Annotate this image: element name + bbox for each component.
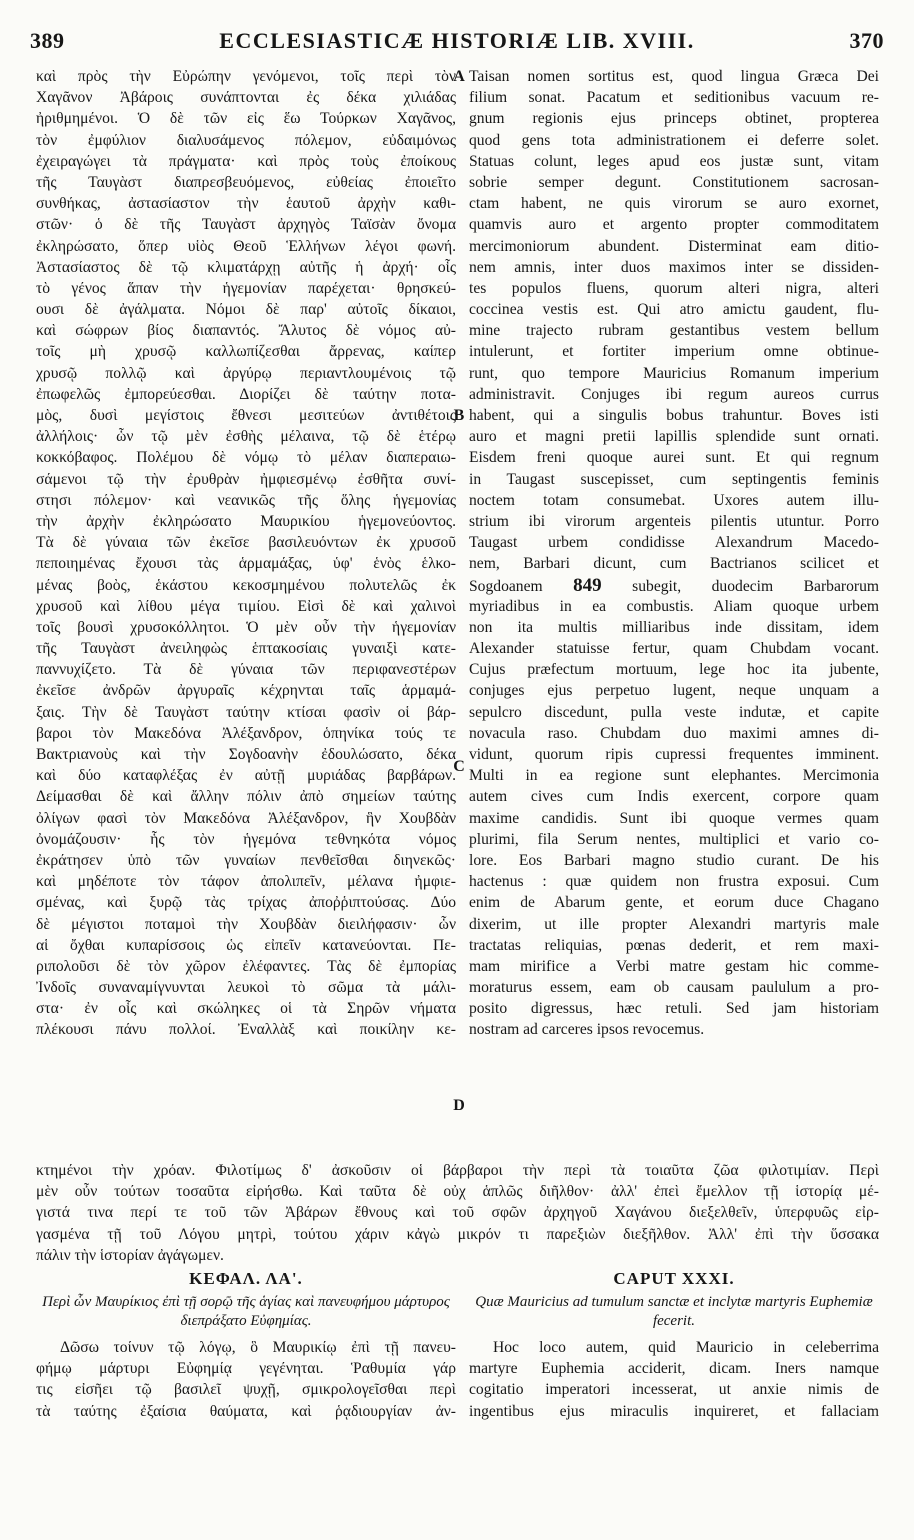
margin-marker-c: C (453, 758, 465, 775)
greek-text-line: πεποιημένας ἔχουσι τὰς ἁρμαμάξας, ὑφ' ἑνὸς ἑλκο- (36, 555, 456, 573)
margin-marker-d: D (453, 1097, 465, 1114)
latin-text-line: lore. Eos Barbari magno studio curant. De his (469, 851, 879, 869)
latin-text-line: hactenus : quæ quidem non frustra exposui. Cum (469, 873, 879, 891)
latin-text-line: Eisdem freni quoque aurei sunt. Et qui regnum (469, 449, 879, 467)
chapter-greek-subtitle: Περὶ ὧν Μαυρίκιος ἐπὶ τῇ σορῷ τῆς ἁγίας καὶ πανευφήμου μάρτυρος διεπράξατο Εὐφημίας. (42, 1294, 450, 1329)
greek-text-line: τῆς Ταυγὰστ διαπρεσβευόμενος, εὐθείας ἐποιεῖτο (36, 173, 456, 191)
greek-text-line: τὸ γένος ἅπαν τὴν ἡγεμονίαν παρέχεται· θρησκεύ- (36, 279, 456, 297)
latin-text-line: Statuas colunt, leges apud eos justæ sunt, vitam (469, 152, 879, 170)
greek-text-line: στῶν· ὁ δὲ τῆς Ταυγὰστ ἀρχηγὸς Ταϊσὰν ὄνομα (36, 216, 456, 234)
greek-text-line: Ἀστασίαστος δὲ τῷ κλιματάρχῃ αὐτῆς ἡ ἀρχή· οἷς (36, 258, 456, 276)
latin-text-line: administravit. Conjuges ibi regum aureos currus (469, 385, 879, 403)
chapter-greek-line: τὰ ταύτης ἐξαίσια θαύματα, καὶ ῥᾳδιουργίαν ἀν- (36, 1402, 456, 1420)
greek-text-line: χρυσοῦ καὶ λίθου μέγα τιμίου. Εἰσὶ δὲ καὶ χαλινοὶ (36, 597, 456, 615)
latin-text-line: habent, qui a singulis bobus trahuntur. Boves isti (469, 407, 879, 424)
greek-text-line: μὸς, δυσὶ μεγίστοις ἔθνεσι μεσιτεύων ἀντιθέτοις (36, 407, 456, 424)
running-title: ECCLESIASTICÆ HISTORIÆ LIB. XVIII. (219, 28, 695, 53)
greek-text-line: ἠριθμημένοι. Ὁ δὲ τῶν εἰς ἕω Τούρκων Χαγᾶνος, (36, 110, 456, 128)
chapter-greek-line: φήμῳ μάρτυρι Εὐφημίᾳ γεγένηται. Ῥαθυμία γάρ (36, 1360, 456, 1378)
greek-text-line: καὶ πρὸς τὴν Εὐρώπην γενόμενοι, τοῖς περὶ τὸν (36, 68, 456, 85)
full-text-line: γιστά τινα περί τε τοῦ τῶν Ἀβάρων ἔθνους καὶ τοῦ σφῶν ἀρχηγοῦ Χαγάνου διεξελθεῖν, ὑπερφυῶς εἰρ- (36, 1204, 879, 1222)
greek-text-line: ἐκεῖσε ἀνδρῶν ἀργυραῖς κέχρηνται ταῖς ἁρμαμά- (36, 682, 456, 700)
latin-text-line: nostram ad carceres ipsos revocemus. (469, 1021, 705, 1039)
greek-text-line: καὶ μηδέποτε τὸν τάφον ἀπολιπεῖν, μέλανα ἠμφιε- (36, 873, 456, 891)
chapter-latin-line: Hoc loco autem, quid Mauricio in celeberrima (493, 1339, 879, 1356)
greek-text-line: ἀλλήλοις· ὧν τῷ μὲν ἐσθὴς μέλαινα, τῷ δὲ ἑτέρῳ (36, 428, 456, 446)
greek-text-line: καὶ δύο καταφλέξας ἐν αὐτῇ μυριάδας βαρβάρων. (36, 767, 456, 785)
greek-text-line: ουσι δὲ ἀγάλματα. Νόμοι δὲ παρ' αὐτοῖς δίκαιοι, (36, 301, 456, 319)
latin-text-line: enim de Abarum gente, et eorum duce Chagano (469, 894, 879, 912)
greek-text-line: τοῖς μὴ χρυσῷ καλλωπίζεσθαι ἄρρενας, καίπερ (36, 343, 456, 361)
latin-text-line: Sogdoanem 849 subegit, duodecim Barbarorum (469, 574, 879, 596)
greek-text-line: κοκκόβαφος. Πολέμου δὲ νόμῳ τὸ μέλαν διαπεραιω- (36, 449, 456, 467)
latin-text-line: nem, Barbari dicunt, cum Bactrianos scilicet et (469, 555, 879, 573)
latin-column (469, 66, 879, 1041)
latin-text-line: gnum regionis ejus princeps obtinet, propterea (469, 110, 879, 128)
latin-text-line: quod gens tota administrationem ei deferre solet. (469, 131, 879, 149)
greek-text-line: μένας βοὸς, ἑκάστου κεκοσμημένου πολυτελῶς ἐκ (36, 576, 456, 594)
greek-text-line: Τὰ δὲ γύναια τῶν ἐκεῖσε βασιλευόντων ἐκ χρυσοῦ (36, 534, 456, 552)
latin-text-line: auro et magni pretii lapillis splendide sunt ornati. (469, 428, 879, 446)
latin-text-line: ctam habent, ne quis virorum se auro exornet, (469, 195, 879, 213)
greek-text-line: Χαγᾶνον Ἀβάροις συνάπτονται ἐς δέκα χιλιάδας (36, 89, 456, 107)
greek-text-line: πλέκουσι πάνυ πολλοί. Ἐναλλὰξ καὶ ποικίλην κε- (36, 1021, 456, 1039)
latin-text-line: non ita multis milliaribus inde dissitam, idem (469, 618, 879, 636)
latin-text-line: Alexander statuisse fertur, quam Chubdam vocant. (469, 640, 879, 658)
chapter-greek-text (36, 1337, 456, 1422)
latin-text-line: in Taugast suscepisset, cum septingentis feminis (469, 470, 879, 488)
latin-text-line: Taugast urbem condidisse Alexandrum Macedo- (469, 534, 879, 552)
chapter-latin-line: cogitatio imperatori incesserat, ut anxie nimis de (469, 1381, 879, 1399)
greek-text-line: χρυσῷ πολλῷ καὶ ἀργύρῳ περιαντλουμένοις τῷ (36, 364, 456, 382)
latin-text-line: nem amnis, inter duos maximos inter se dissiden- (469, 258, 879, 276)
latin-text-line: intulerunt, et fortiter imperium omne obtinue- (469, 343, 879, 361)
greek-text-line: σμένας, καὶ ξυρῷ τὰς τρίχας ἀποῤῥιπτούσας. Δύο (36, 894, 456, 912)
greek-text-line: συνθήκας, ἀστασίαστον τὴν ἑαυτοῦ ἀρχὴν καθι- (36, 195, 456, 213)
chapter-latin-line: martyre Euphemia acciderit, dicam. Iners namque (469, 1360, 879, 1378)
greek-text-line: παννυχίζετο. Τὰ δὲ γύναια τῶν περιφανεστέρων (36, 661, 456, 679)
full-text-line: γασμένα τῇ τοῦ Λόγου μητρὶ, τούτου χάριν κἀγὼ μικρόν τι παρεξιὼν διεξῆλθον. Ἀλλ' ἐπὶ τὴν ὕσσακα (36, 1225, 879, 1243)
latin-text-line: mam mirifice a Verbi matre gestam hic comme- (469, 957, 879, 975)
greek-text-line: δὲ μέγιστοι ποταμοὶ τὴν Χουβδὰν διειλήφασιν· ὧν (36, 915, 456, 933)
page-header (30, 22, 884, 62)
margin-marker-a: A (453, 68, 465, 85)
greek-text-line: τοῖς βουσὶ χρυσοκόλλητοι. Ὁ μὲν οὖν τὴν ἡγεμονίαν (36, 618, 456, 636)
chapter-greek-line: τις εἰσῆει τῷ βασιλεῖ ψυχῇ, σμικρολογεῖσθαι περὶ (36, 1381, 456, 1399)
latin-text-line: plurimi, fila Serum nentes, multiplici et vario co- (469, 830, 879, 848)
latin-text-line: strium ibi virorum argenteis pilentis utuntur. Porro (469, 512, 879, 530)
latin-text-line: noctem totam consumebat. Uxores autem illu- (469, 491, 879, 509)
latin-text-line: Cujus præfectum mortuum, lege hoc ita jubente, (469, 661, 879, 679)
chapter-latin-heading: CAPUT XXXI. (613, 1269, 735, 1288)
latin-text-line: novacula raso. Chubdam duo maximi amnes di- (469, 724, 879, 742)
latin-text-line: conjuges ejus perpetuo lugent, neque unquam a (469, 682, 879, 700)
latin-text-line: posito digressus, hæc retuli. Sed jam historiam (469, 1000, 879, 1018)
greek-text-line: στησι πόλεμον· καὶ νεανικῶς τῆς ὅλης ἡγεμονίας (36, 491, 456, 509)
chapter-latin-subtitle: Quæ Mauricius ad tumulum sanctæ et inclytæ martyris Euphemiæ fecerit. (475, 1294, 873, 1329)
full-text-line: μὲν οὖν τούτων τοσαῦτα εἰρήσθω. Καὶ ταῦτα δὲ οὐχ ἁπλῶς διῆλθον· ἀλλ' ἐπεὶ ἔμελλον τῇ ἱστορίᾳ μέ- (36, 1183, 879, 1201)
greek-text-line: τὸν ἐμφύλιον διαλυσάμενος πόλεμον, εὐδαιμόνως (36, 131, 456, 149)
greek-text-line: σάμενοι τῷ τὴν ἐρυθρὰν ἠμφιεσμένῳ ἐσθῆτα συνί- (36, 470, 456, 488)
latin-text-line: Taisan nomen sortitus est, quod lingua Græca Dei (469, 68, 879, 85)
greek-text-line: αἱ ὄχθαι κυπαρίσσοις ὡς εἰπεῖν κατανεύονται. Πε- (36, 936, 456, 954)
greek-text-line: ὀνομάζουσιν· ἧς τὸν ἡγεμόνα τεθνηκότα νόμος (36, 830, 456, 848)
greek-text-line: Δείμασθαι δὲ καὶ ἄλλην πόλιν ἀπὸ σημείων ταύτης (36, 788, 456, 806)
greek-text-line: τὴν ἀρχὴν ἐκληρώσατο Μαυρικίου ἡγεμονεύοντος. (36, 512, 456, 530)
latin-text-line: Multi in ea regione sunt elephantes. Mercimonia (469, 767, 879, 785)
greek-text-line: Ἰνδοῖς συναναμίγνυνται λευκοὶ τὸ σῶμα τὰ μάλι- (36, 979, 456, 997)
chapter-greek-heading: ΚΕΦΑΛ. ΛΑ'. (189, 1269, 303, 1288)
greek-text-line: ξαις. Τὴν δὲ Ταυγὰστ ταύτην κτίσαι φασὶν οἱ βάρ- (36, 703, 456, 721)
latin-text-line: filium sonat. Pacatum et seditionibus vacuum re- (469, 89, 879, 107)
latin-text-line: maxime candidis. Sunt ibi quoque vermes quam (469, 809, 879, 827)
greek-text-line: ἐχειραγώγει τὰ πράγματα· καὶ πρὸς τοὺς ἐποίκους (36, 152, 456, 170)
greek-text-line: Βακτριανοὺς καὶ τὴν Σογδοανὴν ἐδουλώσατο, δέκα (36, 746, 456, 763)
latin-text-line: tes populos fluens, quorum alteri nigra, alteri (469, 279, 879, 297)
latin-text-line: autem cives cum Indis exercent, corpore quam (469, 788, 879, 806)
latin-text-line: moraturus essem, eam ob causam paululum a pro- (469, 979, 879, 997)
full-text-line: πάλιν τὴν ἱστορίαν ἀγάγωμεν. (36, 1246, 224, 1264)
latin-text-line: runt, quo tempore Mauricius Romanum imperium (469, 364, 879, 382)
column-number: 849 (573, 574, 602, 596)
latin-text-line: sepulcro discedunt, pulla veste indutæ, et capite (469, 703, 879, 721)
greek-text-line: ἐκληρώσατο, ὅπερ υἱὸς Θεοῦ Ἑλλήνων λέγοι φωνή. (36, 237, 456, 255)
latin-text-line: quamvis auro et argento propter commoditatem (469, 216, 879, 234)
greek-text-line: ἐπωφελῶς ἐμπορεύεσθαι. Διορίζει δὲ ταύτην ποτα- (36, 385, 456, 403)
latin-text-line: myriadibus in ea combustis. Aliam quoque urbem (469, 597, 879, 615)
greek-text-line: στα· ἐν οἷς καὶ σκώληκες οἱ τὰ Σηρῶν νήματα (36, 1000, 456, 1018)
greek-text-line: καὶ σώφρων βίος διαπαντός. Ἄλυτος δὲ νόμος αὐ- (36, 322, 456, 340)
page-number-left: 389 (30, 28, 65, 53)
latin-text-line: tractatas reliquias, pœnas dederit, et rem maxi- (469, 936, 879, 954)
chapter-latin (469, 1267, 879, 1422)
greek-column (36, 66, 456, 1041)
chapter-latin-text (469, 1337, 879, 1422)
greek-text-line: τῆς Ταυγὰστ ἀνειληφὼς ἑπτακοσίαις γυναιξὶ κατε- (36, 640, 456, 658)
page-number-right: 370 (849, 28, 884, 53)
margin-marker-b: B (453, 407, 465, 424)
full-text-line: κτημένοι τὴν χρόαν. Φιλοτίμως δ' ἀσκοῦσιν οἱ βάρβαροι τὴν περὶ τὰ τοιαῦτα ζῶα φιλοτιμίαν. Περὶ (36, 1162, 879, 1179)
full-width-text (36, 1160, 879, 1266)
chapter-greek (36, 1267, 456, 1422)
latin-text-line: mercimoniorum abundent. Disterminat eam ditio- (469, 237, 879, 255)
greek-text-line: ὀλίγων φασὶ τὸν Μακεδόνα Ἀλέξανδρον, ἣν Χουβδὰν (36, 809, 456, 827)
latin-text-line: vidunt, quorum ripis cupressi frequentes imminent. (469, 746, 879, 763)
greek-text-line: ριπολοῦσι δὲ τὸν χῶρον ἐλέφαντες. Τὰς δὲ ἐμπορίας (36, 957, 456, 975)
latin-text-line: dixerim, ut ille propter Alexandri martyris male (469, 915, 879, 933)
chapter-latin-line: ingentibus ejus miraculis inquireret, et fallaciam (469, 1402, 879, 1420)
latin-text-line: sobrie semper degunt. Constitutionem sacrosan- (469, 173, 879, 191)
greek-text-line: ἐκράτησεν ὑπὸ τῶν γυναίων πενθεῖσθαι διηνεκῶς· (36, 851, 456, 869)
latin-text-line: mine trajecto rubram gestantibus vestem bellum (469, 322, 879, 340)
latin-text-line: coccinea vestis est. Qui atro amictu gaudent, flu- (469, 301, 879, 319)
chapter-greek-line: Δῶσω τοίνυν τῷ λόγῳ, ὃ Μαυρικίῳ ἐπὶ τῇ πανευ- (60, 1339, 456, 1356)
greek-text-line: βαροι τὸν Μακεδόνα Ἀλέξανδρον, ὁπηνίκα τούς τε (36, 724, 456, 742)
